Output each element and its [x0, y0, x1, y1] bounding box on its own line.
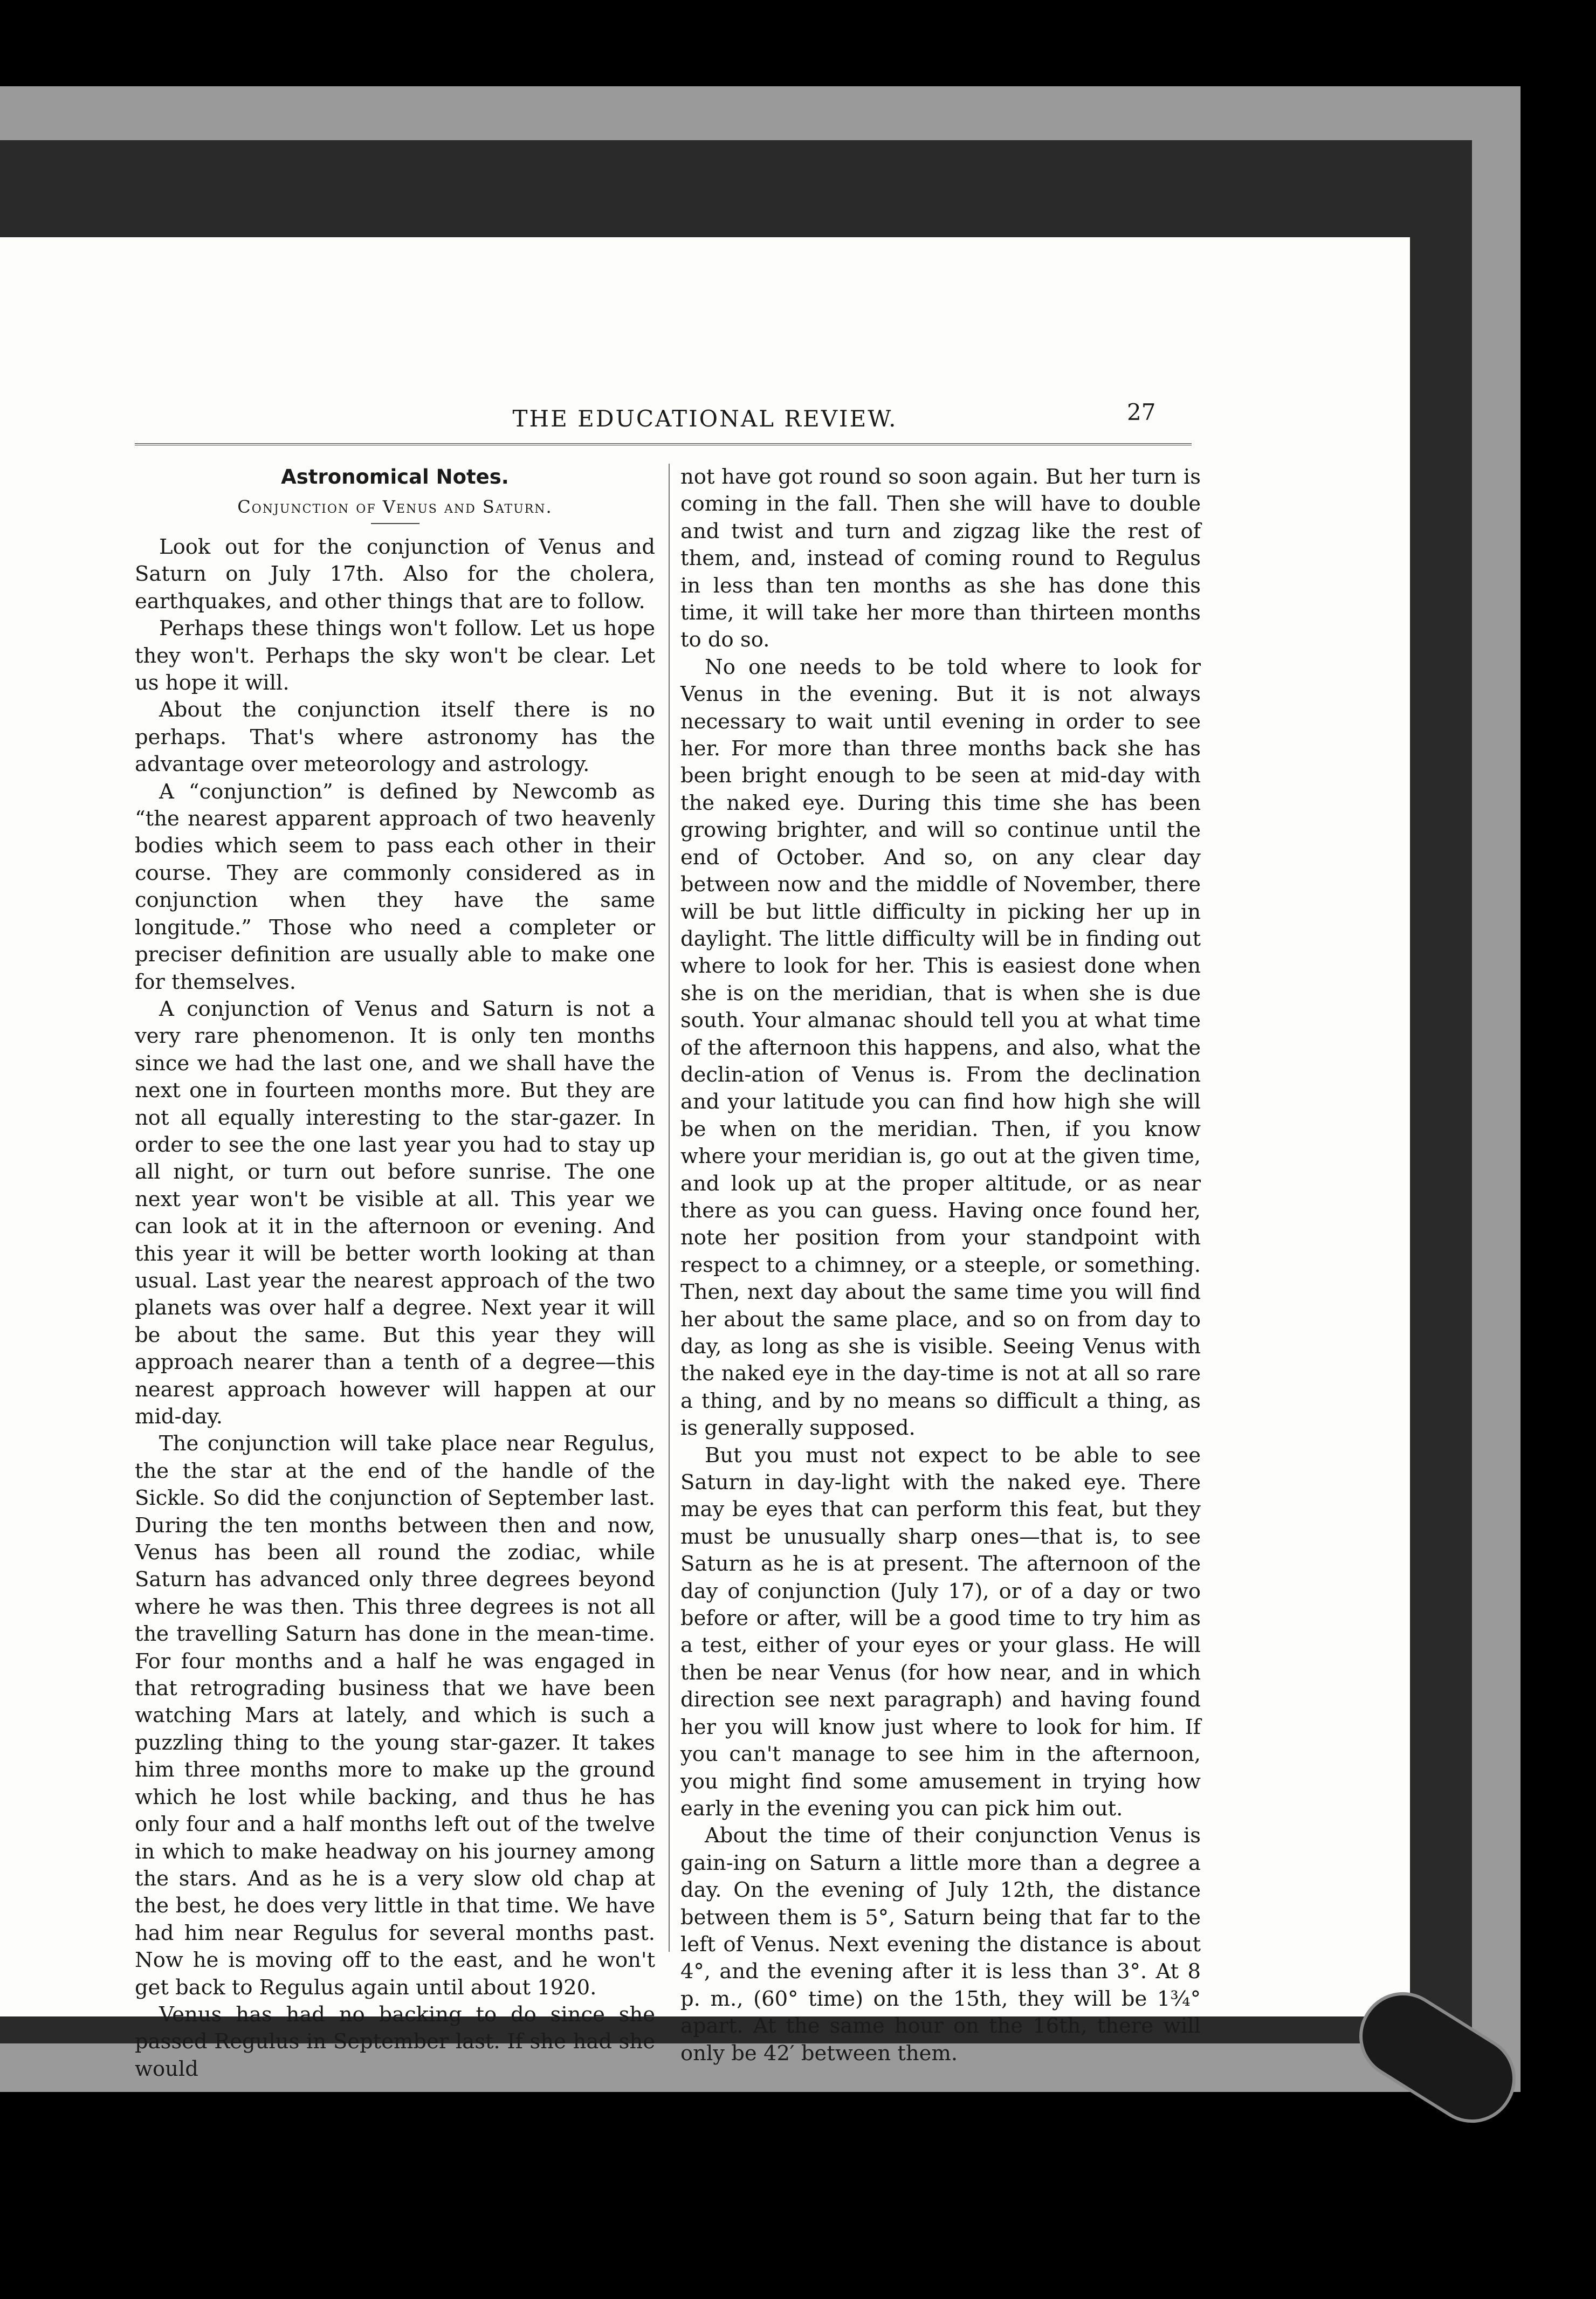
paragraph-continued: not have got round so soon again. But her turn is coming in the fall. Then she will have to double and twist and turn and zigzag like the rest of them, and, instead of coming round to Regulus in less than ten months as she has done this time, it will take her more than thirteen months to do so. [680, 465, 1201, 652]
right-column [680, 464, 1201, 2067]
journal-page [0, 237, 1410, 2081]
header-rule [135, 443, 1192, 445]
paragraph: A conjunction of Venus and Saturn is not a very rare phenomenon. It is only ten months since we had the last one, and we shall have the next one in fourteen months more. But they are not all equally interesting to the star-gazer. In order to see the one last year you had to stay up all night, or turn out before sunrise. The one next year won't be visible at all. This year we can look at it in the afternoon or evening. And this year it will be better worth looking at than usual. Last year the nearest approach of the two planets was over half a degree. Next year it will be about the same. But this year they will approach nearer than a tenth of a degree—this nearest approach however will happen at our mid-day. [135, 996, 655, 1429]
article-title: Astronomical Notes. [281, 465, 509, 488]
column-divider [669, 464, 670, 1952]
paragraph: About the time of their conjunction Venus is gain-ing on Saturn a little more than a degree a day. On the evening of July 12th, the distance between them is 5°, Saturn being that far to the left of Venus. Next evening the distance is about 4°, and the evening after it is less than 3°. At 8 p. m., (60° time) on the 15th, they will be 1¾° apart. At the same hour on the 16th, there will only be 42′ between them. [680, 1823, 1201, 2066]
left-column [135, 464, 655, 2083]
paragraph: Venus has had no backing to do since she passed Regulus in September last. If she had she would [135, 2002, 655, 2081]
paragraph: Look out for the conjunction of Venus and Saturn on July 17th. Also for the cholera, earthquakes, and other things that are to follow. [135, 535, 655, 614]
paragraph: Perhaps these things won't follow. Let us hope they won't. Perhaps the sky won't be clear. Let us hope it will. [135, 616, 655, 696]
running-header: THE EDUCATIONAL REVIEW. [512, 405, 898, 432]
subtitle-rule [371, 523, 419, 524]
page-number: 27 [1127, 399, 1156, 425]
article-subtitle: Conjunction of Venus and Saturn. [237, 497, 553, 517]
paragraph: A “conjunction” is defined by Newcomb as “the nearest apparent approach of two heavenly bodies which seem to pass each other in their course. They are commonly considered as in conjunction when they have the same longitude.” Those who need a completer or preciser definition are usually able to make one for themselves. [135, 779, 655, 994]
paragraph: About the conjunction itself there is no perhaps. That's where astronomy has the advantage over meteorology and astrology. [135, 698, 655, 777]
paragraph: No one needs to be told where to look for Venus in the evening. But it is not always necessary to wait until evening in order to see her. For more than three months back she has been bright enough to be seen at mid-day with the naked eye. During this time she has been growing brighter, and will so continue until the end of October. And so, on any clear day between now and the middle of November, there will be but little difficulty in picking her up in daylight. The little difficulty will be in finding out where to look for her. This is easiest done when she is on the meridian, that is when she is due south. Your almanac should tell you at what time of the afternoon this happens, and also, what the declin-ation of Venus is. From the declination and your latitude you can find how high she will be when on the meridian. Then, if you know where your meridian is, go out at the given time, and look up at the proper altitude, or as near there as you can guess. Having once found her, note her position from your standpoint with respect to a chimney, or a steeple, or something. Then, next day about the same time you will find her about the same place, and so on from day to day, as long as she is visible. Seeing Venus with the naked eye in the day-time is not at all so rare a thing, and by no means so difficult a thing, as is generally supposed. [680, 655, 1201, 1441]
paragraph: The conjunction will take place near Regulus, the the star at the end of the handle of the Sickle. So did the conjunction of September last. During the ten months between then and now, Venus has been all round the zodiac, while Saturn has advanced only three degrees beyond where he was then. This three degrees is not all the travelling Saturn has done in the mean-time. For four months and a half he was engaged in that retrograding business that we have been watching Mars at lately, and which is such a puzzling thing to the young star-gazer. It takes him three months more to make up the ground which he lost while backing, and thus he has only four and a half months left out of the twelve in which to make headway on his journey among the stars. And as he is a very slow old chap at the best, he does very little in that time. We have had him near Regulus for several months past. Now he is moving off to the east, and he won't get back to Regulus again until about 1920. [135, 1431, 655, 2000]
paragraph: But you must not expect to be able to see Saturn in day-light with the naked eye. There may be eyes that can perform this feat, but they must be unusually sharp ones—that is, to see Saturn as he is at present. The afternoon of the day of conjunction (July 17), or of a day or two before or after, will be a good time to try him as a test, either of your eyes or your glass. He will then be near Venus (for how near, and in which direction see next paragraph) and having found her you will know just where to look for him. If you can't manage to see him in the afternoon, you might find some amusement in trying how early in the evening you can pick him out. [680, 1443, 1201, 1821]
